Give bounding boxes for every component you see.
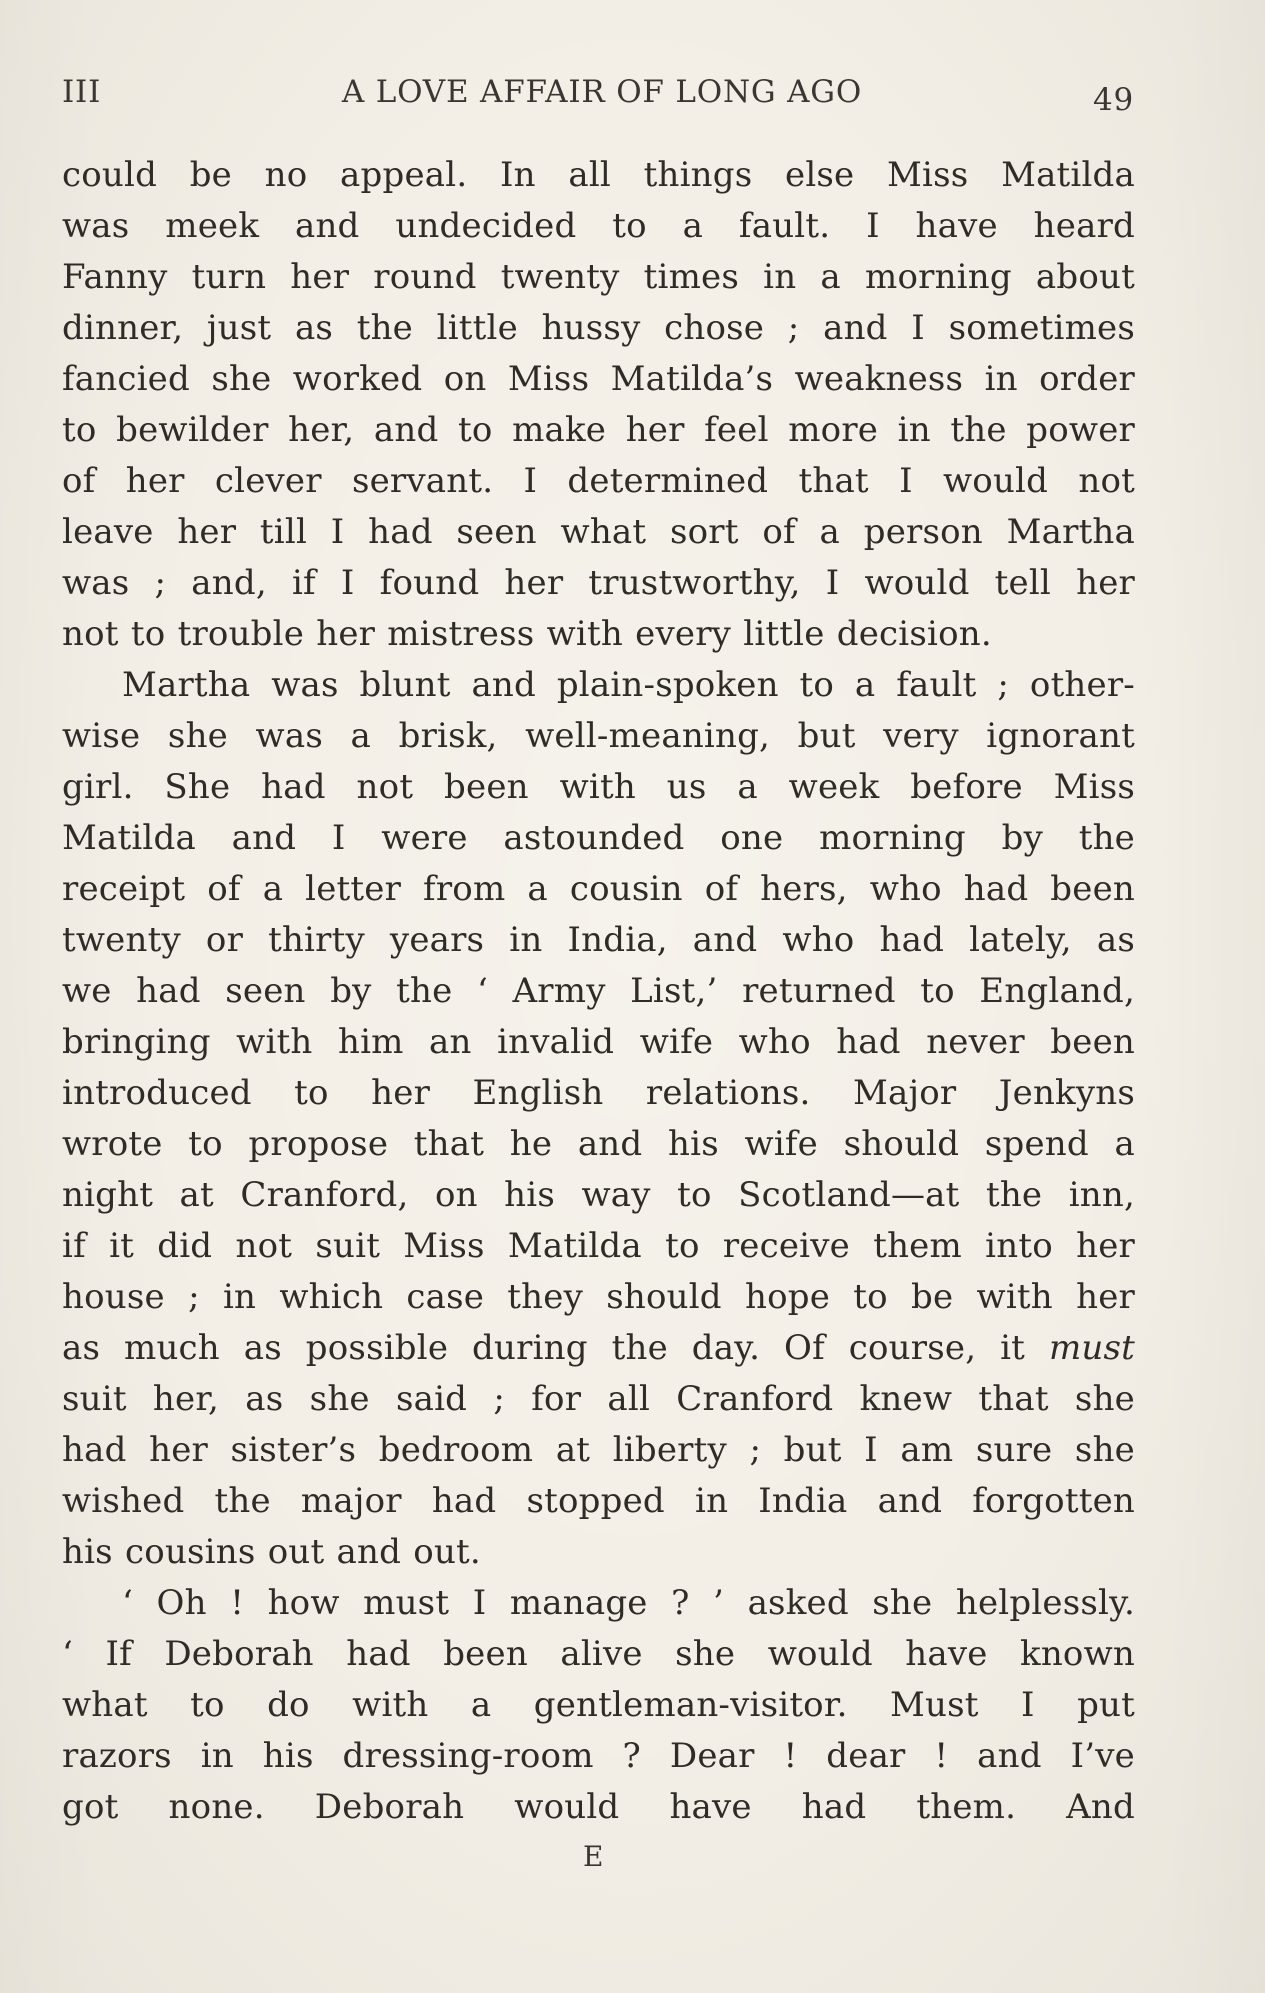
text-line: Martha was blunt and plain-spoken to a fault ; other- <box>122 665 1135 705</box>
text-line: suit her, as she said ; for all Cranford knew that she <box>62 1379 1135 1419</box>
text-line: dinner, just as the little hussy chose ; and I sometimes <box>62 308 1135 348</box>
text-line: not to trouble her mistress with every little decision. <box>62 614 992 654</box>
paragraph-3 <box>62 1578 1135 1833</box>
page-number: 49 <box>1092 82 1134 118</box>
text-line: wrote to propose that he and his wife should spend a <box>62 1124 1135 1164</box>
text-line: if it did not suit Miss Matilda to receive them into her <box>62 1226 1135 1266</box>
paragraph-1 <box>62 150 1135 660</box>
text-before-italic: as much as possible during the day. Of course, it <box>62 1328 1049 1368</box>
text-line: night at Cranford, on his way to Scotland—at the inn, <box>62 1175 1135 1215</box>
text-line: receipt of a letter from a cousin of hers, who had been <box>62 869 1135 909</box>
text-line: his cousins out and out. <box>62 1532 481 1572</box>
text-line: to bewilder her, and to make her feel more in the power <box>62 410 1135 450</box>
text-line: ‘ If Deborah had been alive she would have known <box>62 1634 1135 1674</box>
text-line: Matilda and I were astounded one morning by the <box>62 818 1135 858</box>
text-line: introduced to her English relations. Major Jenkyns <box>62 1073 1135 1113</box>
text-line: house ; in which case they should hope to be with her <box>62 1277 1135 1317</box>
text-line: of her clever servant. I determined that I would not <box>62 461 1135 501</box>
text-line: was meek and undecided to a fault. I have heard <box>62 206 1135 246</box>
italic-word: must <box>1048 1328 1135 1368</box>
body-text <box>62 150 1135 1833</box>
text-line: we had seen by the ‘ Army List,’ returned to England, <box>62 971 1135 1011</box>
text-line: had her sister’s bedroom at liberty ; but I am sure she <box>62 1430 1135 1470</box>
text-line-with-italic <box>62 1323 1135 1374</box>
text-line: fancied she worked on Miss Matilda’s weakness in order <box>62 359 1135 399</box>
text-line: got none. Deborah would have had them. And <box>62 1787 1135 1827</box>
text-line: what to do with a gentleman-visitor. Must I put <box>62 1685 1135 1725</box>
text-line: was ; and, if I found her trustworthy, I would tell her <box>62 563 1135 603</box>
text-line: twenty or thirty years in India, and who had lately, as <box>62 920 1135 960</box>
chapter-number: III <box>62 74 102 110</box>
text-line: Fanny turn her round twenty times in a morning about <box>62 257 1135 297</box>
text-line: could be no appeal. In all things else Miss Matilda <box>62 155 1135 195</box>
text-line: leave her till I had seen what sort of a person Martha <box>62 512 1135 552</box>
text-line: bringing with him an invalid wife who had never been <box>62 1022 1135 1062</box>
running-title: A LOVE AFFAIR OF LONG AGO <box>341 74 863 110</box>
text-line: wished the major had stopped in India and forgotten <box>62 1481 1135 1521</box>
text-line: girl. She had not been with us a week before Miss <box>62 767 1135 807</box>
text-line: ‘ Oh ! how must I manage ? ’ asked she helplessly. <box>122 1583 1135 1623</box>
running-header <box>62 74 1142 118</box>
text-line: wise she was a brisk, well-meaning, but very ignorant <box>62 716 1135 756</box>
signature-mark: E <box>583 1840 605 1873</box>
paragraph-2 <box>62 660 1135 1578</box>
text-line: razors in his dressing-room ? Dear ! dear ! and I’ve <box>62 1736 1135 1776</box>
